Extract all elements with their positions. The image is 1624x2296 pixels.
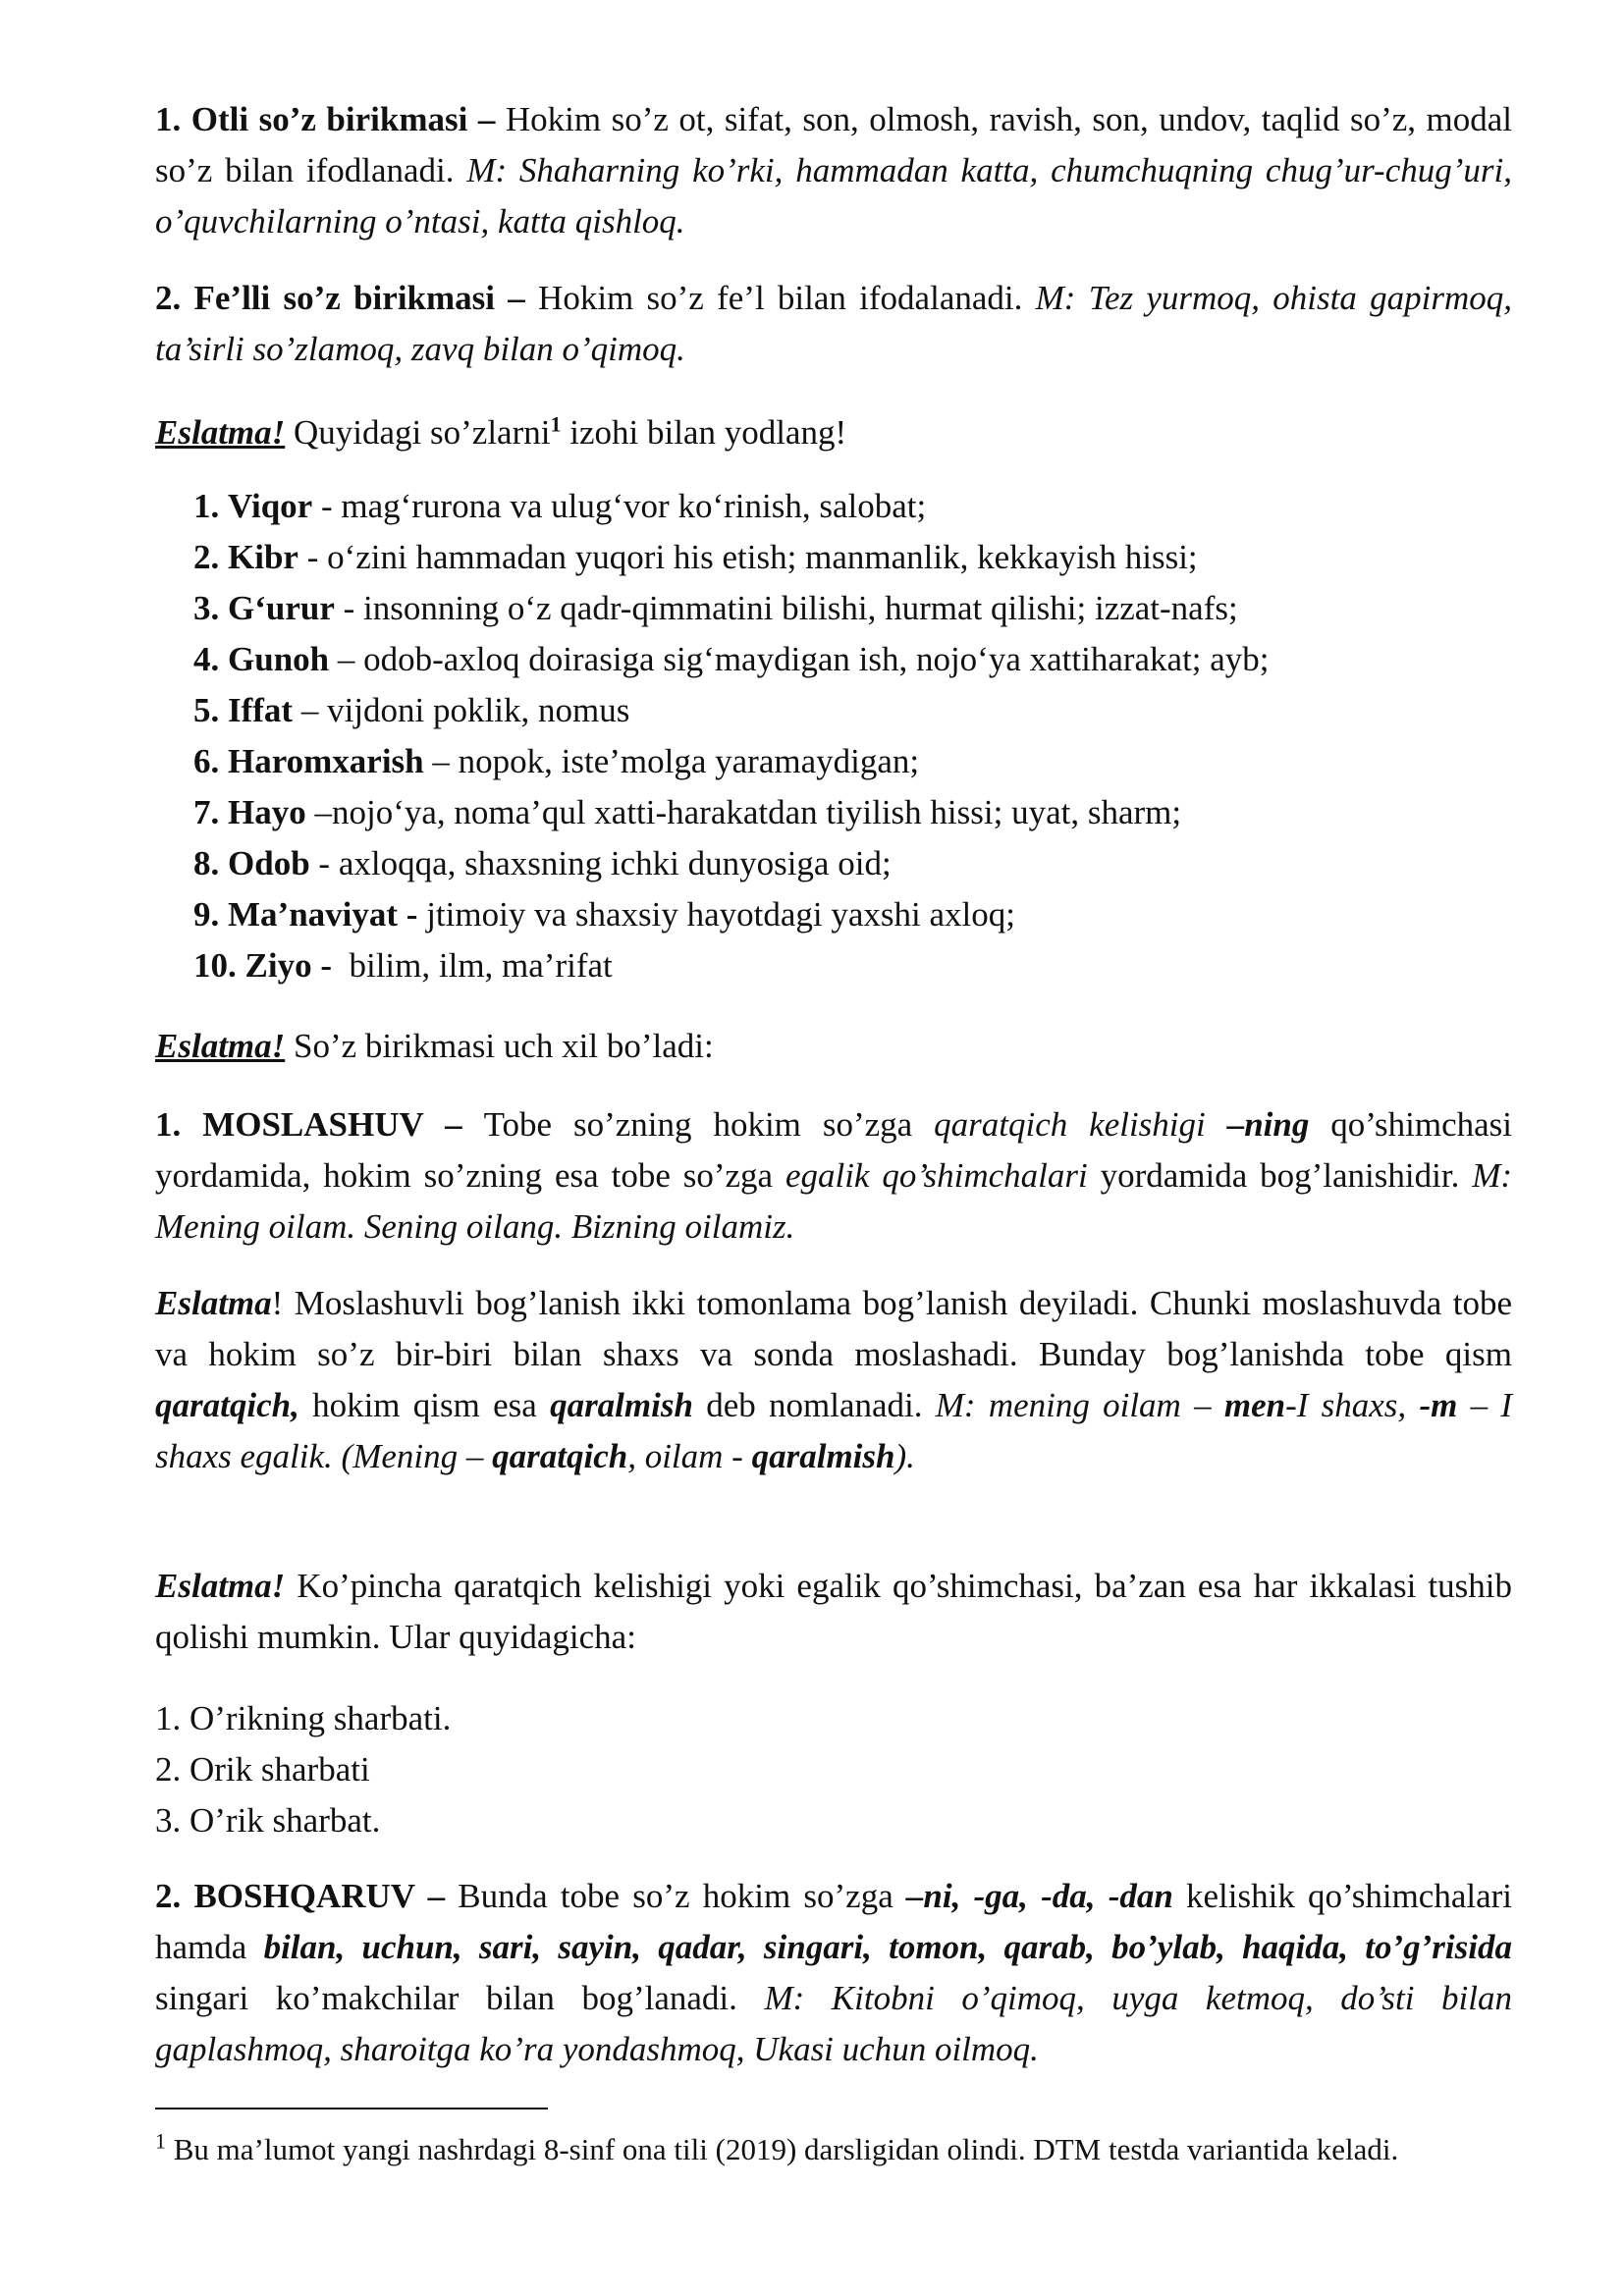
moslashuv-dash: – (423, 1105, 484, 1144)
section-otli-paragraph (155, 94, 1512, 247)
section-moslashuv (155, 1099, 1512, 1253)
vocabulary-separator: – (329, 640, 364, 678)
vocabulary-word: Iffat (228, 691, 294, 729)
note-omission-paragraph (155, 1561, 1512, 1663)
note-moslashuv-qaralmish-2: qaralmish (751, 1437, 895, 1475)
vocabulary-separator: – (305, 793, 332, 831)
note-moslashuv-example-4: , oilam - (627, 1437, 752, 1475)
moslashuv-suffix-ning: –ning (1226, 1105, 1310, 1144)
note-memorize-text-after: izohi bilan yodlang! (561, 413, 847, 452)
vocabulary-number: 8. (193, 844, 220, 882)
vocabulary-word: Odob (228, 844, 310, 882)
vocabulary-item (193, 532, 1198, 583)
note-three-types (155, 1021, 714, 1072)
note-moslashuv-label: Eslatma (155, 1284, 272, 1322)
vocabulary-word: Hayo (228, 793, 306, 831)
moslashuv-term: MOSLASHUV (202, 1105, 424, 1144)
vocabulary-item (193, 685, 629, 736)
boshqaruv-postpositions: bilan, uchun, sari, sayin, qadar, singari, tomon, qarab, bo’ylab, haqida, to’g’risida (263, 1928, 1513, 1966)
note-memorize (155, 407, 846, 458)
section-boshqaruv-paragraph (155, 1871, 1512, 2075)
vocabulary-separator (417, 895, 426, 934)
vocabulary-item (193, 838, 892, 889)
footnote-separator (155, 2108, 548, 2109)
moslashuv-italic-2: egalik qo’shimchalari (785, 1156, 1088, 1195)
note-moslashuv-text-2: hokim qism esa (298, 1386, 551, 1424)
note-three-types-label: Eslatma! (155, 1027, 286, 1065)
section-felli-number: 2. (155, 279, 182, 317)
boshqaruv-number: 2. (155, 1877, 182, 1915)
footnote (155, 2130, 1398, 2169)
section-felli-example: M: Tez yurmoq, ohista gapirmoq, ta’sirli so’zlamoq, zavq bilan o’qimoq. (155, 279, 1513, 368)
vocabulary-definition: nojo‘ya, noma’qul xatti-harakatdan tiyilish hissi; uyat, sharm; (331, 793, 1182, 831)
note-moslashuv-m: -m (1419, 1386, 1458, 1424)
vocabulary-word: Gunoh (228, 640, 330, 678)
boshqaruv-term: BOSHQARUV (193, 1877, 415, 1915)
vocabulary-number: 9. (193, 895, 220, 934)
vocabulary-number: 10. (193, 946, 237, 985)
boshqaruv-example: M: Kitobni o’qimoq, uyga ketmoq, do’sti bilan gaplashmoq, sharoitga ko’ra yondashmoq, Ukasi uchun oilmoq. (155, 1979, 1512, 2068)
note-moslashuv-qaralmish: qaralmish (550, 1386, 693, 1424)
moslashuv-text-2: qo’shimchasi yordamida, hokim so’zning esa tobe so’zga (155, 1105, 1513, 1195)
boshqaruv-text-3: singari ko’makchilar bilan bog’lanadi. (155, 1979, 765, 2017)
footnote-reference: 1 (550, 411, 562, 437)
section-otli (155, 94, 1512, 247)
note-memorize-text-before: Quyidagi so’zlarni (285, 413, 551, 452)
vocabulary-item (193, 889, 1015, 940)
vocabulary-definition: bilim, ilm, ma’rifat (349, 946, 613, 985)
section-felli-term: Fe’lli so’z birikmasi (193, 279, 496, 317)
vocabulary-definition: insonning o‘z qadr-qimmatini bilishi, hurmat qilishi; izzat-nafs; (363, 589, 1238, 627)
vocabulary-item (193, 634, 1270, 685)
vocabulary-item (193, 787, 1181, 838)
example-item: 3. O’rik sharbat. (155, 1801, 381, 1840)
vocabulary-item (193, 940, 613, 991)
boshqaruv-text-2: kelishik qo’shimchalari hamda (155, 1877, 1513, 1966)
vocabulary-definition: o‘zini hammadan yuqori his etish; manmanlik, kekkayish hissi; (327, 538, 1198, 576)
section-otli-number: 1. (155, 100, 182, 138)
boshqaruv-suffixes: –ni, -ga, -da, -dan (905, 1877, 1173, 1915)
note-memorize-label: Eslatma! (155, 413, 286, 452)
vocabulary-number: 5. (193, 691, 220, 729)
note-moslashuv-example-1: M: mening oilam – (935, 1386, 1224, 1424)
vocabulary-definition: jtimoiy va shaxsiy hayotdagi yaxshi axloq; (426, 895, 1015, 934)
vocabulary-definition: mag‘rurona va ulug‘vor ko‘rinish, salobat; (341, 487, 927, 525)
vocabulary-definition: nopok, iste’molga yaramaydigan; (458, 742, 920, 780)
note-moslashuv-qaratqich-2: qaratqich (492, 1437, 628, 1475)
vocabulary-definition: odob-axloq doirasiga sig‘maydigan ish, nojo‘ya xattiharakat; ayb; (363, 640, 1270, 678)
note-moslashuv-example-3: – I shaxs egalik. (Mening – (155, 1386, 1512, 1475)
boshqaruv-dash: – (414, 1877, 459, 1915)
note-moslashuv (155, 1278, 1512, 1482)
vocabulary-item (193, 736, 919, 787)
vocabulary-number: 1. (193, 487, 220, 525)
section-felli (155, 273, 1512, 375)
example-item: 1. O’rikning sharbati. (155, 1699, 452, 1737)
vocabulary-word: Kibr (228, 538, 298, 576)
vocabulary-item (193, 481, 926, 532)
note-omission-text: Ko’pincha qaratqich kelishigi yoki egalik qo’shimchasi, ba’zan esa har ikkalasi tushib qolishi mumkin. Ular quyidagicha: (155, 1567, 1512, 1656)
note-moslashuv-example-5: ). (894, 1437, 915, 1475)
vocabulary-word: Viqor (228, 487, 313, 525)
footnote-mark: 1 (155, 2128, 166, 2154)
vocabulary-word: Ziyo - (244, 946, 332, 985)
vocabulary-word: Ma’naviyat - (228, 895, 418, 934)
section-felli-dash: – (495, 279, 539, 317)
section-otli-example: M: Shaharning ko’rki, hammadan katta, chumchuqning chug’ur-chug’uri, o’quvchilarning o’ntasi, katta qishloq. (155, 151, 1512, 240)
vocabulary-separator: - (309, 844, 339, 882)
note-moslashuv-qaratqich: qaratqich, (155, 1386, 299, 1424)
vocabulary-definition: axloqqa, shaxsning ichki dunyosiga oid; (338, 844, 892, 882)
vocabulary-definition: vijdoni poklik, nomus (327, 691, 630, 729)
moslashuv-text-1: Tobe so’zning hokim so’zga (483, 1105, 935, 1144)
note-moslashuv-men: men (1223, 1386, 1286, 1424)
section-moslashuv-paragraph (155, 1099, 1512, 1253)
vocabulary-number: 6. (193, 742, 220, 780)
note-moslashuv-example-2: -I shaxs, (1285, 1386, 1420, 1424)
vocabulary-word: G‘urur (228, 589, 335, 627)
vocabulary-number: 3. (193, 589, 220, 627)
section-otli-text: Hokim so’z ot, sifat, son, olmosh, ravish, son, undov, taqlid so’z, modal so’z bilan ifodlanadi. (155, 100, 1513, 189)
note-moslashuv-text-3: deb nomlanadi. (692, 1386, 936, 1424)
section-felli-text: Hokim so’z fe’l bilan ifodalanadi. (538, 279, 1036, 317)
boshqaruv-text-1: Bunda tobe so’z hokim so’zga (458, 1877, 906, 1915)
moslashuv-italic-1: qaratqich kelishigi (934, 1105, 1227, 1144)
moslashuv-number: 1. (155, 1105, 182, 1144)
moslashuv-example: M: Mening oilam. Sening oilang. Bizning oilamiz. (155, 1156, 1513, 1246)
note-omission (155, 1561, 1512, 1663)
section-felli-paragraph (155, 273, 1512, 375)
note-three-types-text: So’z birikmasi uch xil bo’ladi: (285, 1027, 714, 1065)
note-omission-label: Eslatma! (155, 1567, 286, 1605)
note-moslashuv-paragraph (155, 1278, 1512, 1482)
vocabulary-separator: – (423, 742, 459, 780)
note-moslashuv-text-1: ! Moslashuvli bog’lanish ikki tomonlama bog’lanish deyiladi. Chunki moslashuvda tobe va hokim so’z bir-biri bilan shaxs va sonda moslashadi. Bunday bog’lanishda tobe qism (155, 1284, 1512, 1373)
vocabulary-separator: – (293, 691, 328, 729)
section-otli-dash: – (467, 100, 506, 138)
section-boshqaruv (155, 1871, 1512, 2075)
example-item: 2. Orik sharbati (155, 1750, 370, 1789)
vocabulary-separator (332, 946, 350, 985)
vocabulary-separator: - (298, 538, 328, 576)
moslashuv-text-3: yordamida bog’lanishidir. (1087, 1156, 1473, 1195)
vocabulary-item (193, 583, 1238, 634)
section-otli-term: Otli so’z birikmasi (190, 100, 468, 138)
vocabulary-number: 7. (193, 793, 220, 831)
vocabulary-separator: - (312, 487, 342, 525)
vocabulary-number: 4. (193, 640, 220, 678)
vocabulary-separator: - (334, 589, 364, 627)
vocabulary-word: Haromxarish (228, 742, 424, 780)
footnote-text: Bu ma’lumot yangi nashrdagi 8-sinf ona tili (2019) darsligidan olindi. DTM testda variantida keladi. (166, 2132, 1399, 2166)
vocabulary-number: 2. (193, 538, 220, 576)
